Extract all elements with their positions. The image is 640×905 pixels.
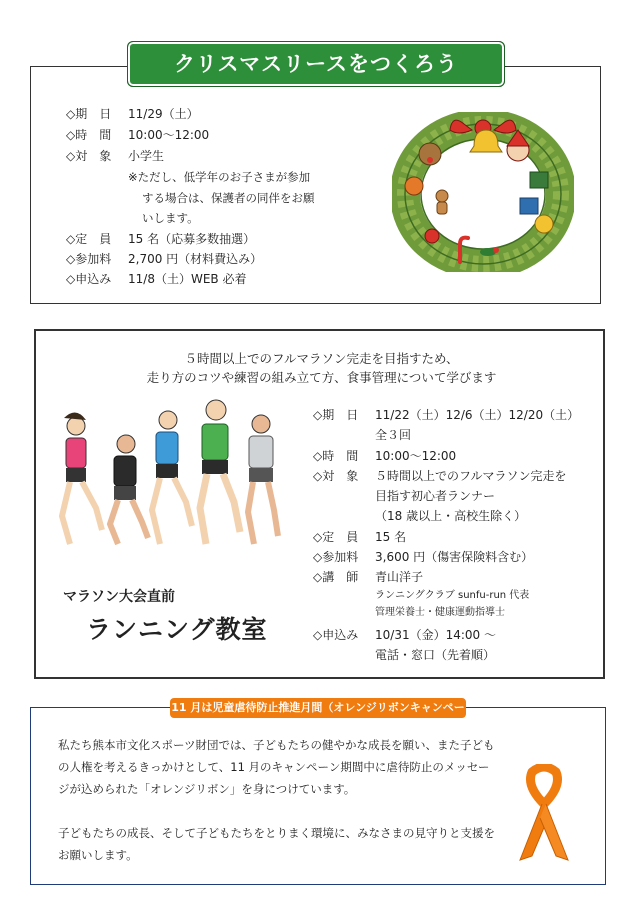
ribbon-para2-line-2: お願いします。 xyxy=(58,848,138,862)
wreath-note-line-3: いします。 xyxy=(142,211,199,225)
running-row-instructor-qual: 管理栄養士・健康運動指導士 xyxy=(375,607,505,618)
christmas-wreath-illustration xyxy=(392,112,574,272)
orange-ribbon-title: 11 月は児童虐待防止推進月間（オレンジリボンキャンペーン） xyxy=(170,698,466,718)
running-row-instructor-title: ランニングクラブ sunfu-run 代表 xyxy=(375,590,530,601)
runners-illustration xyxy=(56,398,288,556)
running-row-target-3: （18 歳以上・高校生除く） xyxy=(375,509,527,523)
running-class-title: ランニング教室 xyxy=(86,615,268,644)
running-row-date-count: 全３回 xyxy=(375,428,412,442)
ribbon-para1-line-1: 私たち熊本市文化スポーツ財団では、子どもたちの健やかな成長を願い、また子ども xyxy=(58,738,495,752)
running-class-subtitle: マラソン大会直前 xyxy=(63,589,175,605)
wreath-row-target: ◇対 象 小学生 xyxy=(66,149,165,163)
running-row-capacity: ◇定 員 15 名 xyxy=(313,530,407,544)
ribbon-para1-line-3: ジが込められた「オレンジリボン」を身につけています。 xyxy=(58,782,356,796)
running-row-target-2: 目指す初心者ランナー xyxy=(375,489,496,503)
running-row-apply: ◇申込み 10/31（金）14:00 ～ xyxy=(313,628,496,642)
wreath-row-time: ◇時 間 10:00～12:00 xyxy=(66,128,210,142)
wreath-row-capacity: ◇定 員 15 名（応募多数抽選） xyxy=(66,232,256,246)
running-row-target: ◇対 象 ５時間以上でのフルマラソン完走を xyxy=(313,469,567,483)
running-row-fee: ◇参加料 3,600 円（傷害保険料含む） xyxy=(313,550,534,564)
ribbon-para2-line-1: 子どもたちの成長、そして子どもたちをとりまく環境に、みなさまの見守りと支援を xyxy=(58,826,495,840)
running-row-time: ◇時 間 10:00～12:00 xyxy=(313,449,457,463)
wreath-note-line-2: する場合は、保護者の同伴をお願 xyxy=(142,191,315,205)
running-row-instructor: ◇講 師 青山洋子 xyxy=(313,570,424,584)
wreath-row-date: ◇期 日 11/29（土） xyxy=(66,107,199,121)
wreath-event-title: クリスマスリースをつくろう xyxy=(128,42,504,86)
wreath-note-line-1: ※ただし、低学年のお子さまが参加 xyxy=(128,170,311,184)
running-row-apply-method: 電話・窓口（先着順） xyxy=(375,648,496,662)
running-intro-line-1: ５時間以上でのフルマラソン完走を目指すため、 xyxy=(184,351,459,366)
wreath-row-fee: ◇参加料 2,700 円（材料費込み） xyxy=(66,252,263,266)
running-intro-line-2: 走り方のコツや練習の組み立て方、食事管理について学びます xyxy=(146,370,497,385)
wreath-row-apply: ◇申込み 11/8（土）WEB 必着 xyxy=(66,272,247,286)
running-row-date: ◇期 日 11/22（土）12/6（土）12/20（土） xyxy=(313,408,580,422)
ribbon-para1-line-2: の人権を考えるきっかけとして、11 月のキャンペーン期間中に虐待防止のメッセー xyxy=(58,760,490,774)
orange-ribbon-icon xyxy=(512,764,576,866)
